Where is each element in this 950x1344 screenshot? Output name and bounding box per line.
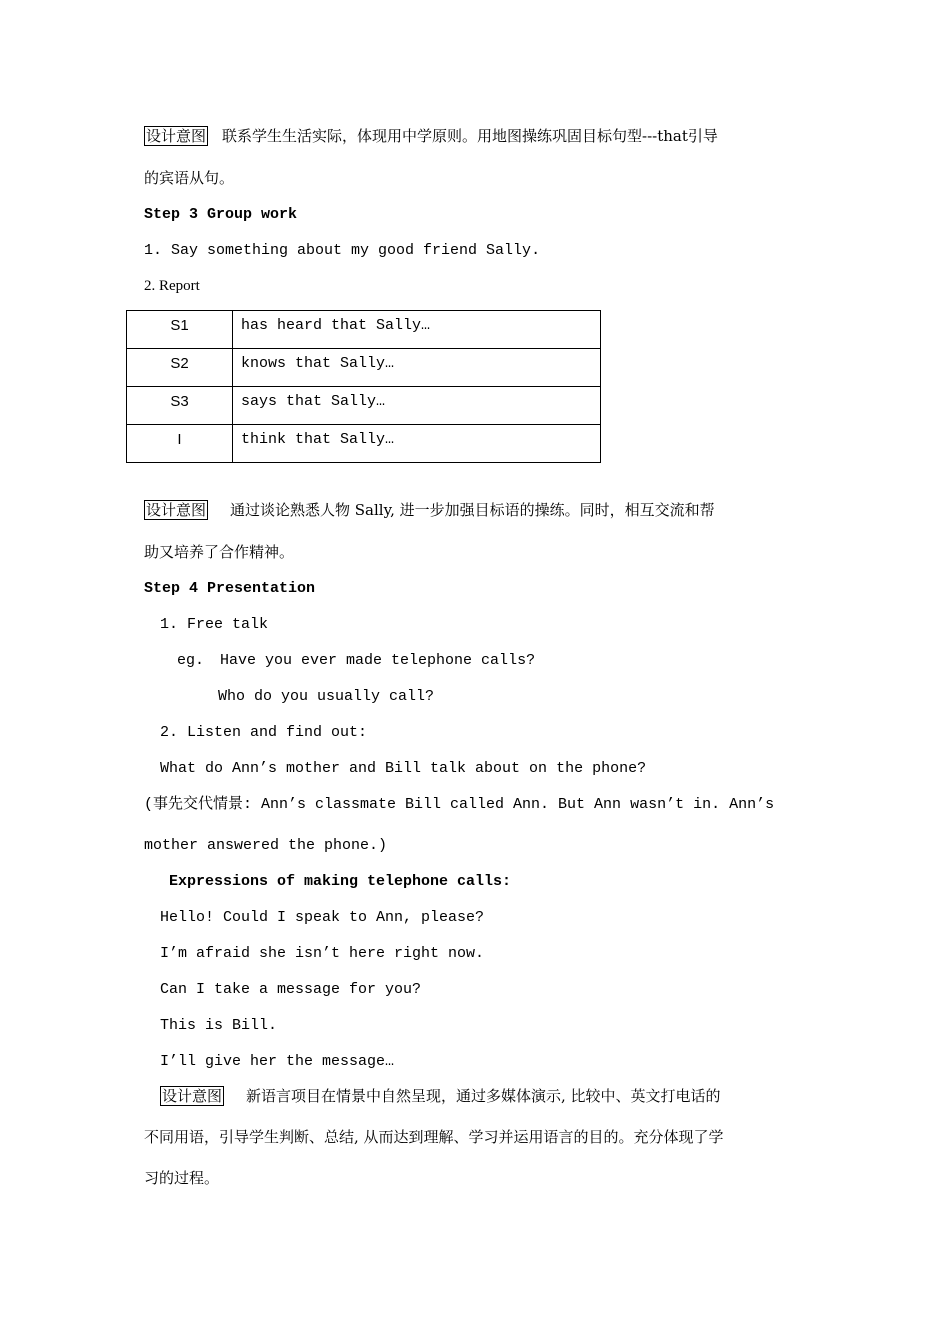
context-line-2: mother answered the phone.) — [144, 837, 388, 854]
design-intent-3-text: 新语言项目在情景中自然呈现，通过多媒体演示, 比较中、英文打电话的 — [246, 1087, 721, 1105]
design-intent-1-line2: 的宾语从句。 — [144, 169, 235, 187]
eg-label: eg. — [177, 652, 205, 669]
design-intent-1-line1 — [144, 126, 718, 146]
example-line-1 — [177, 651, 535, 671]
step4-item-1: 1. Free talk — [160, 616, 269, 633]
subject-cell: S3 — [127, 387, 233, 425]
table-row — [127, 349, 601, 387]
example-question-1: Have you ever made telephone calls? — [220, 652, 536, 669]
design-intent-label: 设计意图 — [146, 127, 207, 145]
subject-cell: S2 — [127, 349, 233, 387]
subject-cell: S1 — [127, 311, 233, 349]
step4-item-2: 2. Listen and find out: — [160, 724, 368, 741]
report-table — [126, 310, 601, 463]
listening-question: What do Ann’s mother and Bill talk about on the phone? — [160, 760, 647, 777]
example-question-2: Who do you usually call? — [218, 688, 435, 705]
expression-line: I’m afraid she isn’t here right now. — [160, 945, 485, 962]
design-intent-label: 设计意图 — [162, 1087, 223, 1105]
design-intent-2-text: 通过谈论熟悉人物 Sally, 进一步加强目标语的操练。同时，相互交流和帮 — [230, 501, 715, 519]
table-row — [127, 311, 601, 349]
design-intent-3-line1 — [160, 1086, 721, 1106]
report-cell: has heard that Sally… — [233, 311, 601, 349]
step3-item-2: 2. Report — [144, 278, 200, 294]
design-intent-label: 设计意图 — [146, 501, 207, 519]
report-cell: says that Sally… — [233, 387, 601, 425]
expression-line: Hello! Could I speak to Ann, please? — [160, 909, 485, 926]
design-intent-1-text: 联系学生生活实际，体现用中学原则。用地图操练巩固目标句型---that引导 — [222, 127, 718, 145]
design-intent-2-line2: 助又培养了合作精神。 — [144, 543, 295, 561]
context-line-1: (事先交代情景: Ann’s classmate Bill called Ann. But Ann wasn’t in. Ann’s — [144, 796, 775, 813]
table-row — [127, 387, 601, 425]
step4-heading: Step 4 Presentation — [144, 580, 316, 597]
report-cell: knows that Sally… — [233, 349, 601, 387]
design-intent-2-line1 — [144, 500, 715, 520]
expression-line: This is Bill. — [160, 1017, 278, 1034]
step3-item-1: 1. Say something about my good friend Sally. — [144, 242, 541, 259]
subject-cell: I — [127, 425, 233, 463]
expression-line: I’ll give her the message… — [160, 1053, 395, 1070]
expressions-heading: Expressions of making telephone calls: — [169, 873, 512, 890]
expression-line: Can I take a message for you? — [160, 981, 422, 998]
step3-heading: Step 3 Group work — [144, 206, 298, 223]
table-row — [127, 425, 601, 463]
report-cell: think that Sally… — [233, 425, 601, 463]
design-intent-3-line3: 习的过程。 — [144, 1169, 220, 1187]
design-intent-3-line2: 不同用语，引导学生判断、总结, 从而达到理解、学习并运用语言的目的。充分体现了学 — [144, 1128, 724, 1146]
